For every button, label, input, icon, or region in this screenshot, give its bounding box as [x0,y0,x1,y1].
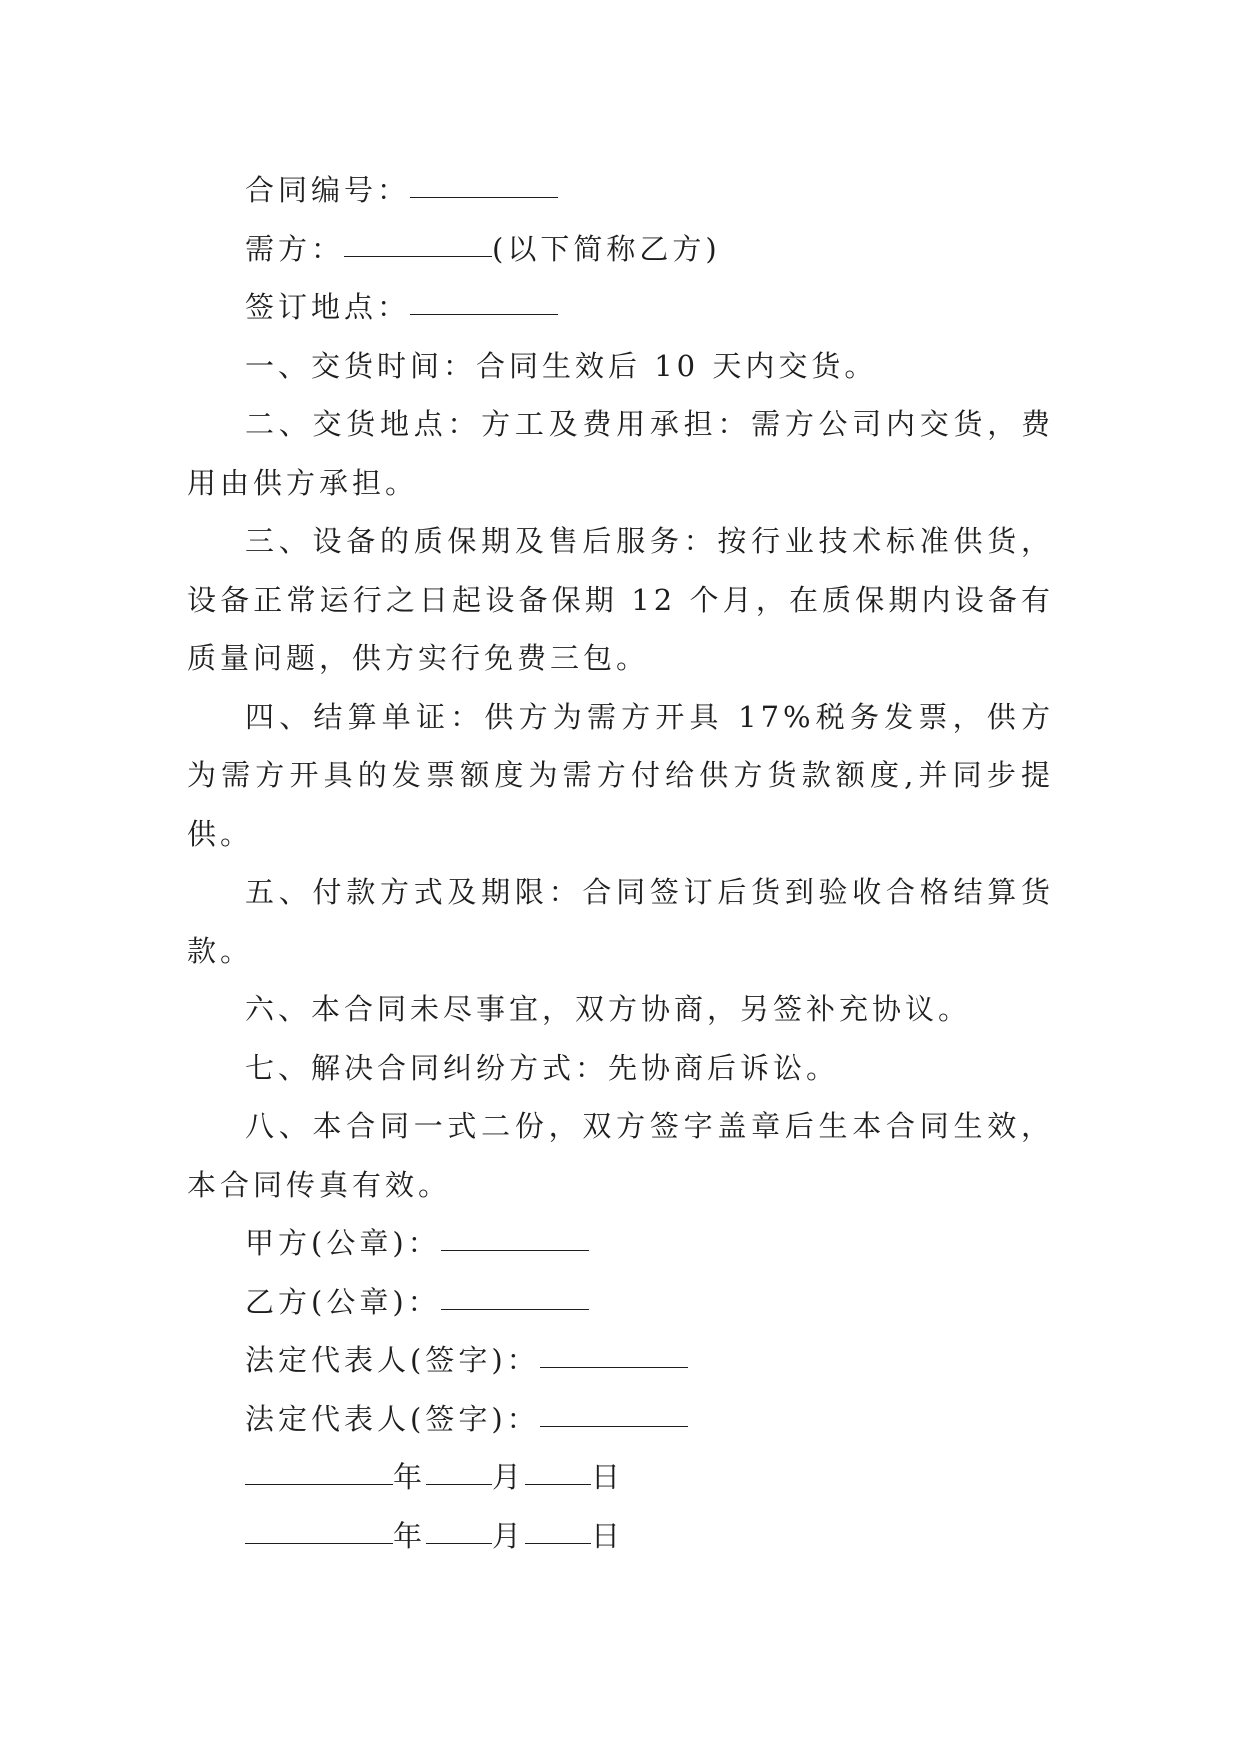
clause-3: 三、设备的质保期及售后服务：按行业技术标准供货，设备正常运行之日起设备保期 12 个月，在质保期内设备有质量问题，供方实行免费三包。 [187,524,1054,675]
day-blank-1 [525,1470,591,1485]
party-a-seal-line [187,1214,1054,1273]
month-label-2: 月 [492,1518,526,1553]
legal-rep-blank-2 [540,1412,688,1427]
day-blank-2 [525,1529,591,1544]
party-b-seal-line [187,1273,1054,1332]
legal-rep-line-1 [187,1331,1054,1390]
legal-rep-label-1: 法定代表人(签字)： [245,1343,540,1377]
contract-number-line [187,161,1054,220]
day-label-1: 日 [591,1460,625,1494]
legal-rep-label-2: 法定代表人(签字)： [245,1401,540,1436]
sign-place-line [187,278,1054,337]
party-b-seal-blank [441,1295,589,1310]
year-label-1: 年 [393,1460,427,1494]
buyer-suffix: (以下简称乙方) [492,231,721,266]
month-blank-1 [426,1470,492,1485]
buyer-line [187,220,1054,279]
clause-1: 一、交货时间：合同生效后 10 天内交货。 [245,348,878,383]
legal-rep-blank-1 [540,1353,688,1368]
contract-number-label: 合同编号： [245,173,411,207]
legal-rep-line-2 [187,1390,1054,1449]
date-line-2 [187,1507,1054,1566]
clause-8: 八、本合同一式二份，双方签字盖章后生本合同生效，本合同传真有效。 [187,1109,1054,1202]
date-line-1 [187,1448,1054,1507]
day-label-2: 日 [591,1518,625,1553]
buyer-blank [344,242,492,257]
clause-6: 六、本合同未尽事宜，双方协商，另签补充协议。 [245,992,972,1026]
clause-7: 七、解决合同纠纷方式：先协商后诉讼。 [245,1050,840,1085]
clause-2: 二、交货地点：方工及费用承担：需方公司内交货，费用由供方承担。 [187,407,1054,500]
clause-5: 五、付款方式及期限：合同签订后货到验收合格结算货款。 [187,875,1054,968]
year-blank-2 [245,1529,393,1544]
sign-place-label: 签订地点： [245,290,411,324]
sign-place-blank [410,300,558,315]
party-b-seal-label: 乙方(公章)： [245,1284,441,1319]
buyer-label: 需方： [245,231,345,266]
year-label-2: 年 [393,1518,427,1553]
party-a-seal-blank [441,1236,589,1251]
party-a-seal-label: 甲方(公章)： [245,1226,441,1260]
month-blank-2 [426,1529,492,1544]
month-label-1: 月 [492,1460,526,1494]
year-blank-1 [245,1470,393,1485]
clause-4: 四、结算单证：供方为需方开具 17%税务发票，供方为需方开具的发票额度为需方付给供方货款额度,并同步提供。 [187,699,1054,851]
contract-number-blank [410,183,558,198]
